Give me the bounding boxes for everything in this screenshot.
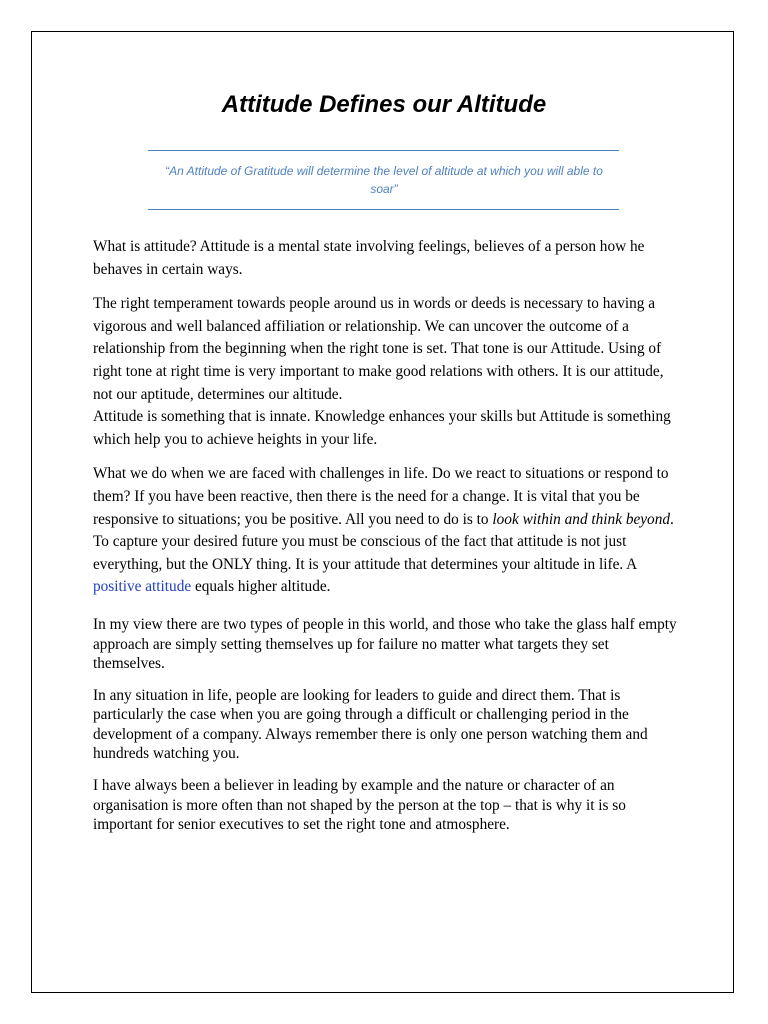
paragraph-what-is-attitude: What is attitude? Attitude is a mental state involving feelings, believes of a person how he behaves in certain ways. xyxy=(93,238,645,278)
paragraph-innate: Attitude is something that is innate. Knowledge enhances your skills but Attitude is something which help you to achieve heights in your life. xyxy=(93,408,671,448)
paragraph-right-temperament: The right temperament towards people around us in words or deeds is necessary to having a vigorous and well balanced affiliation or relationship. We can uncover the outcome of a relationship from the beginning when the right tone is set. That tone is our Attitude. Using of right tone at right time is very important to make good relations with others. It is our attitude, not our aptitude, determines our altitude. xyxy=(93,295,664,403)
emphasis-look-within: look within and think beyond xyxy=(492,510,670,528)
paragraph-challenges-text-2: . To capture your desired future you must be conscious of the fact that attitude is not just everything, but the ONLY thing. It is your attitude that determines your altitude in life. A xyxy=(93,510,674,573)
epigraph-quote: “An Attitude of Gratitude will determine the level of altitude at which you will able to soar” xyxy=(165,164,603,196)
positive-attitude-link[interactable]: positive attitude xyxy=(93,578,192,596)
article-body xyxy=(93,236,679,835)
paragraph-challenges xyxy=(93,463,679,599)
paragraph-leading-by-example: I have always been a believer in leading by example and the nature or character of an organisation is more often than not shaped by the person at the top – that is why it is so important for senior executives to set the right tone and atmosphere. xyxy=(93,777,626,834)
quote-top-rule xyxy=(148,150,619,151)
quote-bottom-rule xyxy=(148,209,619,210)
paragraph-leaders: In any situation in life, people are looking for leaders to guide and direct them. That is particularly the case when you are going through a difficult or challenging period in the development of a company. Always remember there is only one person watching them and hundreds watching you. xyxy=(93,686,648,763)
paragraph-two-types: In my view there are two types of people in this world, and those who take the glass half empty approach are simply setting themselves up for failure no matter what targets they set themselves. xyxy=(93,615,677,673)
paragraph-challenges-text-3: equals higher altitude. xyxy=(191,578,331,596)
paragraph-challenges-text-1: What we do when we are faced with challenges in life. Do we react to situations or respond to them? If you have been reactive, then there is the need for a change. It is vital that you be responsive to situations; you be positive. All you need to do is to xyxy=(93,465,669,528)
page-title: Attitude Defines our Altitude xyxy=(221,91,547,118)
